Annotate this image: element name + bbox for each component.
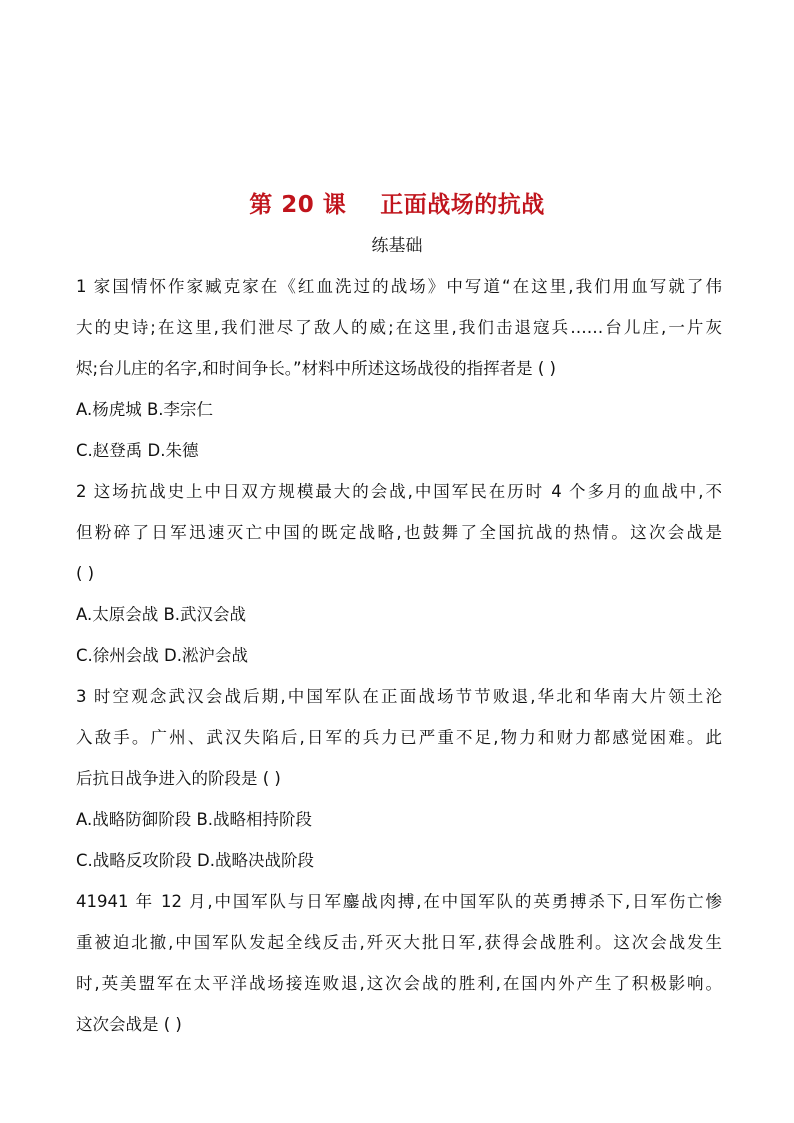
question-text-line: 但粉碎了日军迅速灭亡中国的既定战略,也鼓舞了全国抗战的热情。这次会战是	[76, 523, 722, 542]
answer-options-line: A.杨虎城 B.李宗仁	[76, 400, 214, 419]
answer-options-line: A.战略防御阶段 B.战略相持阶段	[76, 810, 313, 829]
question-text-line: 41941 年 12 月,中国军队与日军鏖战肉搏,在中国军队的英勇搏杀下,日军伤亡惨	[76, 892, 722, 911]
question-text-line: 这次会战是 ( )	[76, 1015, 182, 1034]
answer-options-line: A.太原会战 B.武汉会战	[76, 605, 247, 624]
question-4	[76, 881, 722, 1045]
answer-options-line: C.战略反攻阶段 D.战略决战阶段	[76, 851, 314, 870]
question-text-line: 重被迫北撤,中国军队发起全线反击,歼灭大批日军,获得会战胜利。这次会战发生	[76, 933, 722, 952]
question-2	[76, 471, 722, 676]
answer-options-line: C.赵登禹 D.朱德	[76, 441, 199, 460]
question-text-line: 后抗日战争进入的阶段是 ( )	[76, 769, 281, 788]
answer-options-line: C.徐州会战 D.淞沪会战	[76, 646, 248, 665]
question-text-line: 烬;台儿庄的名字,和时间争长。”材料中所述这场战役的指挥者是 ( )	[76, 359, 556, 378]
question-text-line: 1 家国情怀作家臧克家在《红血洗过的战场》中写道“在这里,我们用血写就了伟	[76, 277, 722, 296]
question-text-line: 3 时空观念武汉会战后期,中国军队在正面战场节节败退,华北和华南大片领土沦	[76, 687, 722, 706]
question-1	[76, 266, 722, 471]
question-3	[76, 676, 722, 881]
question-text-line: 大的史诗;在这里,我们泄尽了敌人的威;在这里,我们击退寇兵……台儿庄,一片灰	[76, 318, 722, 337]
question-text-line: 入敌手。广州、武汉失陷后,日军的兵力已严重不足,物力和财力都感觉困难。此	[76, 728, 722, 747]
question-list	[76, 266, 722, 1045]
question-text-line: ( )	[76, 564, 95, 583]
question-text-line: 时,英美盟军在太平洋战场接连败退,这次会战的胜利,在国内外产生了积极影响。	[76, 974, 722, 993]
lesson-title: 第 20 课 正面战场的抗战	[249, 192, 545, 218]
section-subtitle: 练基础	[371, 236, 423, 256]
question-text-line: 2 这场抗战史上中日双方规模最大的会战,中国军民在历时 4 个多月的血战中,不	[76, 482, 722, 501]
